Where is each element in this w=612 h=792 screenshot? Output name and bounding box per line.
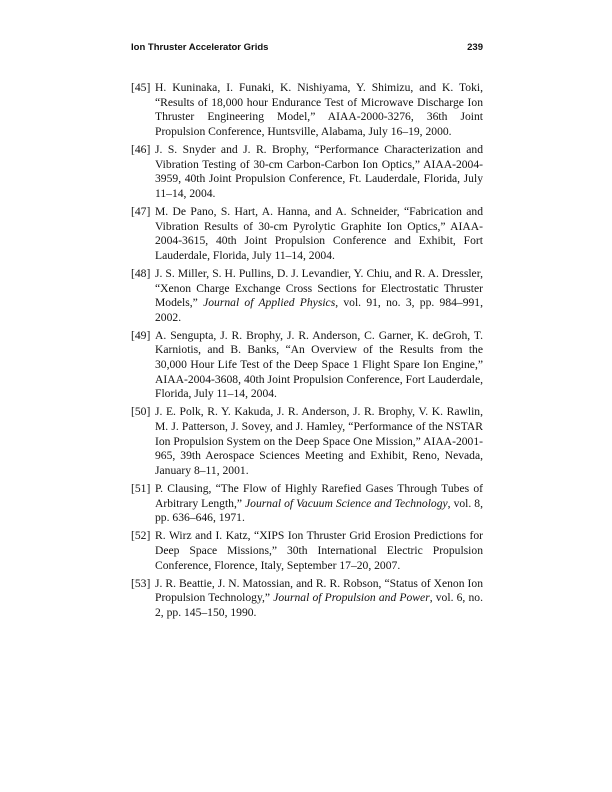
reference-details: , vol. 6, no. 2, pp. 145–150, 1990. — [155, 591, 483, 619]
reference-citation: H. Kuninaka, I. Funaki, K. Nishiyama, Y. Shimizu, and K. Toki, “Results of 18,000 hour Endurance Test of Microwave Discharge Ion Thruster Engineering Model,” AIAA-2000-3276, 36th Joint Propulsion Conference, Huntsville, Alabama, July 16–19, 2000. — [155, 81, 483, 138]
reference-item — [131, 205, 483, 263]
reference-item — [131, 143, 483, 201]
reference-number: [48] — [131, 266, 151, 280]
reference-citation: R. Wirz and I. Katz, “XIPS Ion Thruster Grid Erosion Predictions for Deep Space Missions,” 30th International Electric Propulsion Conference, Florence, Italy, September 17–20, 2007. — [155, 529, 483, 572]
reference-journal: Journal of Vacuum Science and Technology — [245, 496, 448, 510]
reference-number: [47] — [131, 204, 151, 218]
reference-item — [131, 405, 483, 478]
reference-text — [155, 143, 483, 201]
reference-text — [155, 529, 483, 573]
reference-citation: J. R. Beattie, J. N. Matossian, and R. R. Robson, “Status of Xenon Ion Propulsion Technology,” — [155, 576, 483, 605]
reference-number: [50] — [131, 405, 151, 419]
reference-item — [131, 577, 483, 621]
reference-citation: J. S. Snyder and J. R. Brophy, “Performance Characterization and Vibration Testing of 30-cm Carbon-Carbon Ion Optics,” AIAA-2004-3959, 40th Joint Propulsion Conference, Ft. Lauderdale, Florida, July 11–14, 2004. — [155, 142, 483, 200]
reference-item — [131, 329, 483, 402]
reference-item — [131, 81, 483, 139]
reference-citation: J. E. Polk, R. Y. Kakuda, J. R. Anderson, J. R. Brophy, V. K. Rawlin, M. J. Patterson, J. Sovey, and J. Hamley, “Performance of the NSTAR Ion Propulsion System on the Deep Space One Mission,” AIAA-2001-965, 39th Aerospace Sciences Meeting and Exhibit, Reno, Nevada, January 8–11, 2001. — [155, 405, 483, 477]
reference-text — [155, 405, 483, 478]
reference-text — [155, 329, 483, 402]
reference-text — [155, 81, 483, 139]
reference-item — [131, 267, 483, 325]
reference-number: [53] — [131, 576, 151, 590]
reference-details: , vol. 8, pp. 636–646, 1971. — [155, 496, 483, 525]
reference-number: [52] — [131, 529, 151, 543]
running-header — [131, 42, 483, 53]
reference-citation: M. De Pano, S. Hart, A. Hanna, and A. Schneider, “Fabrication and Vibration Results of 30-cm Pyrolytic Graphite Ion Optics,” AIAA-2004-3615, 40th Joint Propulsion Conference and Exhibit, Fort Lauderdale, Florida, July 11–14, 2004. — [155, 204, 483, 262]
reference-text — [155, 267, 483, 325]
reference-text — [155, 482, 483, 526]
reference-citation: P. Clausing, “The Flow of Highly Rarefied Gases Through Tubes of Arbitrary Length,” — [155, 482, 483, 510]
reference-item — [131, 529, 483, 573]
reference-citation: J. S. Miller, S. H. Pullins, D. J. Levandier, Y. Chiu, and R. A. Dressler, “Xenon Charge Exchange Cross Sections for Electrostatic Thruster Models,” — [155, 266, 483, 310]
reference-text — [155, 577, 483, 621]
reference-text — [155, 205, 483, 263]
reference-journal: Journal of Propulsion and Power — [273, 591, 430, 605]
reference-number: [51] — [131, 482, 151, 495]
reference-number: [49] — [131, 328, 151, 342]
page-number: 239 — [467, 42, 483, 53]
reference-list — [131, 81, 483, 624]
reference-number: [46] — [131, 142, 151, 156]
running-title: Ion Thruster Accelerator Grids — [131, 42, 269, 53]
reference-details: , vol. 91, no. 3, pp. 984–991, 2002. — [155, 296, 484, 324]
reference-journal: Journal of Applied Physics — [203, 296, 336, 310]
reference-citation: A. Sengupta, J. R. Brophy, J. R. Anderson, C. Garner, K. deGroh, T. Karniotis, and B. Banks, “An Overview of the Results from the 30,000 Hour Life Test of the Deep Space 1 Flight Spare Ion Engine,” AIAA-2004-3608, 40th Joint Propulsion Conference, Fort Lauderdale, Florida, July 11–14, 2004. — [155, 328, 483, 401]
reference-item — [131, 482, 483, 526]
reference-number: [45] — [131, 81, 151, 94]
